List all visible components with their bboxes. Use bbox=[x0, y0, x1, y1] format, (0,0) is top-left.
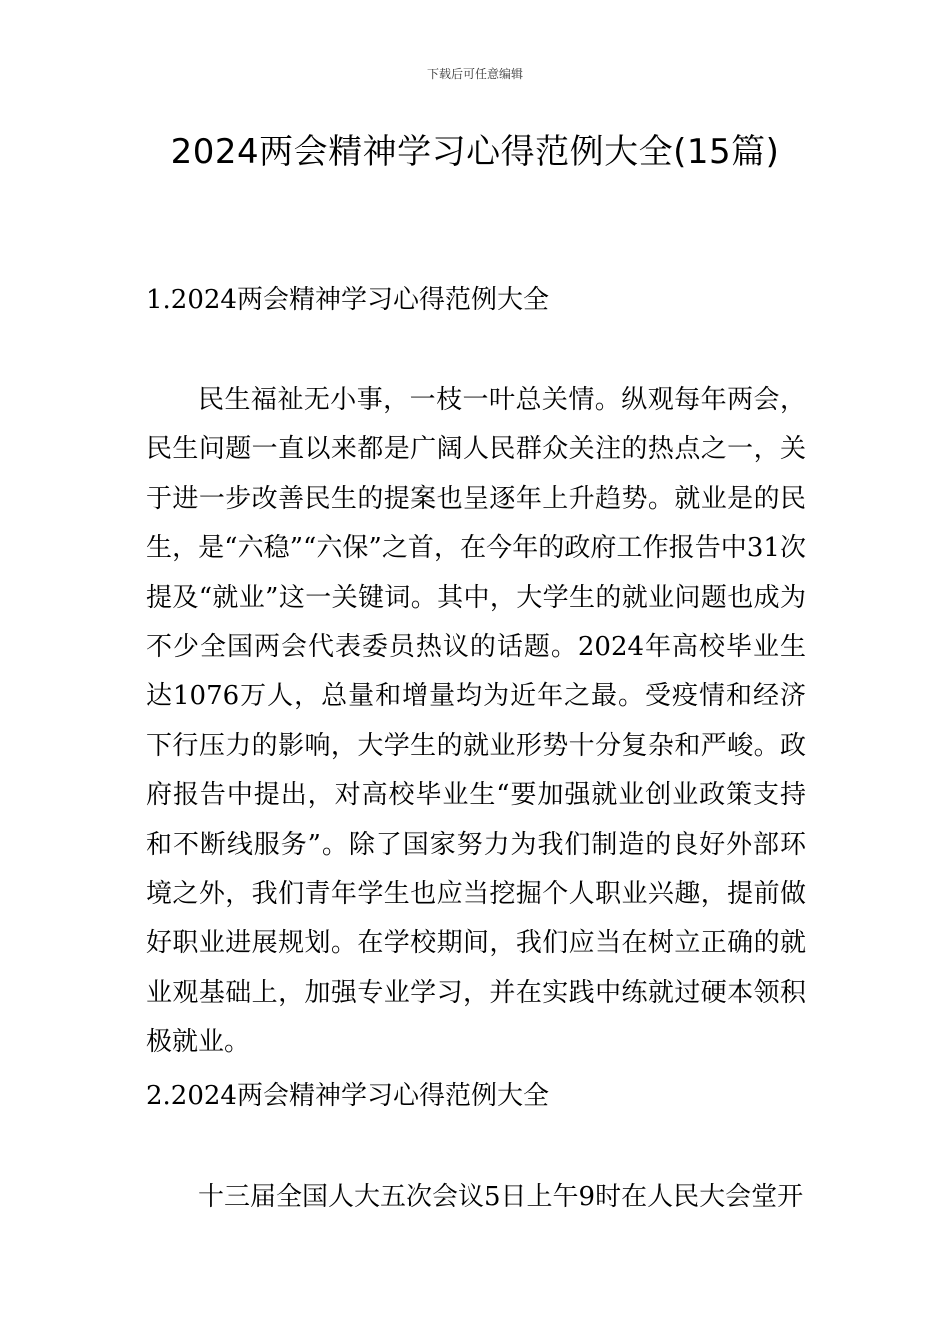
section-body-1 bbox=[146, 376, 806, 1068]
section-heading-2: 2.2024两会精神学习心得范例大全 bbox=[146, 1081, 549, 1111]
document-title: 2024两会精神学习心得范例大全(15篇) bbox=[170, 132, 780, 172]
paragraph-2: 十三届全国人大五次会议5日上午9时在人民大会堂开 bbox=[198, 1182, 804, 1212]
header-note: 下载后可任意编辑 bbox=[426, 67, 523, 81]
paragraph-1: 民生福祉无小事，一枝一叶总关情。纵观每年两会，民生问题一直以来都是广阔人民群众关注的热点之一，关于进一步改善民生的提案也呈逐年上升趋势。就业是的民生，是“六稳”“六保”之首，在今年的政府工作报告中31次提及“就业”这一关键词。其中，大学生的就业问题也成为不少全国两会代表委员热议的话题。2024年高校毕业生达1076万人，总量和增量均为近年之最。受疫情和经济下行压力的影响，大学生的就业形势十分复杂和严峻。政府报告中提出，对高校毕业生“要加强就业创业政策支持和不断线服务”。除了国家努力为我们制造的良好外部环境之外，我们青年学生也应当挖掘个人职业兴趣，提前做好职业进展规划。在学校期间，我们应当在树立正确的就业观基础上，加强专业学习，并在实践中练就过硬本领积极就业。 bbox=[146, 385, 806, 1058]
section-body-2 bbox=[146, 1173, 806, 1222]
section-heading-1: 1.2024两会精神学习心得范例大全 bbox=[146, 285, 549, 315]
